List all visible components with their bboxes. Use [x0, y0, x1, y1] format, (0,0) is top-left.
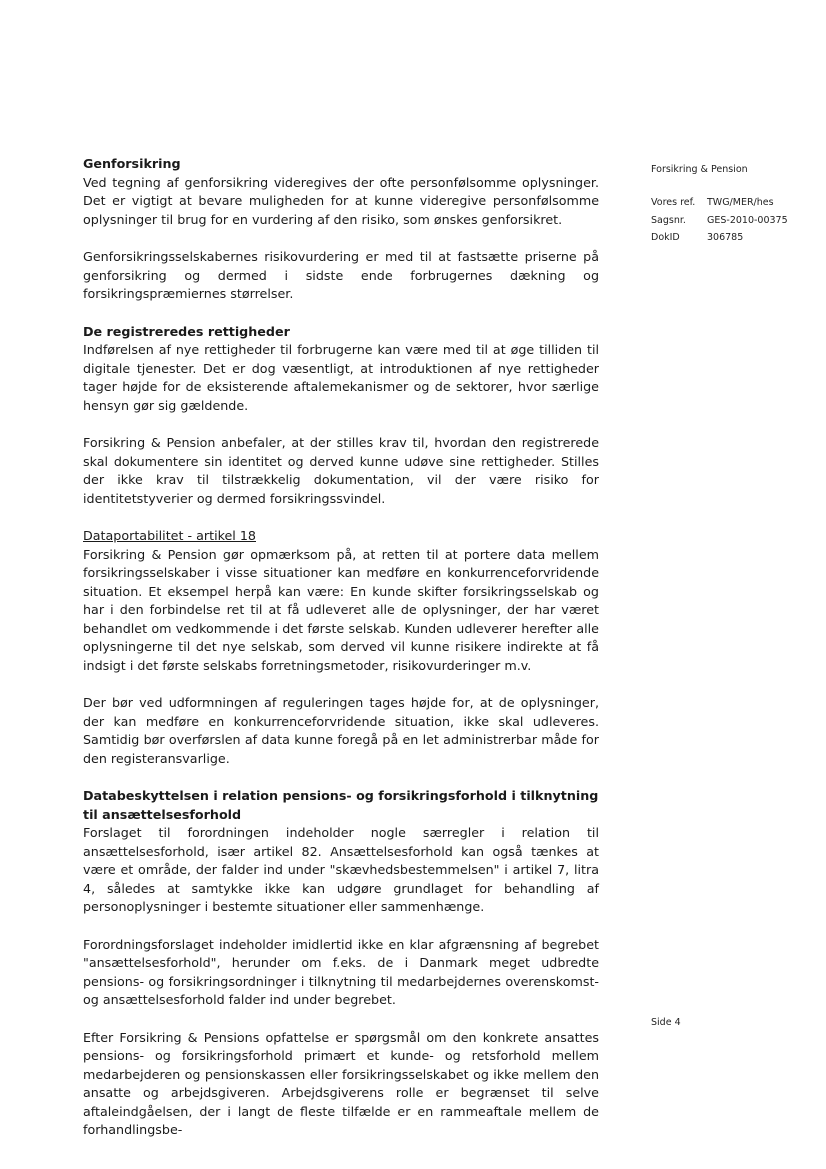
reference-sidebar [651, 162, 821, 247]
ref-value: GES-2010-00375 [707, 214, 788, 226]
paragraph: Forsikring & Pension gør opmærksom på, at retten til at portere data mellem forsikringsselskaber i visse situationer kan medføre en konkurrenceforvridende situation. Et eksempel herpå kan være: En kunde skifter forsikringsselskab og har i den forbindelse ret til at få udleveret alle de oplysninger, der har været behandlet om vedkommende i det første selskab. Kunden udleverer herefter alle oplysningerne til det nye selskab, som derved vil kunne risikere indirekte at få indsigt i det første selskabs forretningsmetoder, risikovurderinger m.v. [83, 546, 599, 673]
ref-row [651, 229, 821, 247]
document-body [83, 155, 599, 1159]
paragraph: Indførelsen af nye rettigheder til forbrugerne kan være med til at øge tilliden til digitale tjenester. Det er dog væsentligt, at introduktionen af nye rettigheder tager højde for de eksisterende aftalemekanismer og de sektorer, hvor særlige hensyn gør sig gældende. [83, 342, 599, 413]
section-heading: De registreredes rettigheder [83, 323, 290, 339]
ref-label: Vores ref. [651, 197, 696, 208]
paragraph: Forsikring & Pension anbefaler, at der stilles krav til, hvordan den registrerede skal dokumentere sin identitet og derved kunne udøve sine rettigheder. Stilles der ikke krav til tilstrækkelig dokumentation, vil der være risiko for identitetstyverier og dermed forsikringssvindel. [83, 435, 599, 506]
ref-row [651, 194, 821, 212]
section-heading: Databeskyttelsen i relation pensions- og forsikringsforhold i tilknytning til ansættelsesforhold [83, 788, 599, 822]
paragraph: Genforsikringsselskabernes risikovurdering er med til at fastsætte priserne på genforsikring og dermed i sidste ende forbrugernes dækning og forsikringspræmiernes størrelser. [83, 249, 599, 301]
section-heading: Genforsikring [83, 156, 181, 171]
ref-label: Sagsnr. [651, 214, 686, 226]
paragraph: Der bør ved udformningen af reguleringen tages højde for, at de oplysninger, der kan medføre en konkurrenceforvridende situation, ikke skal udleveres. Samtidig bør overførslen af data kunne foregå på en let administrerbar måde for den registeransvarlige. [83, 695, 599, 766]
paragraph: Ved tegning af genforsikring videregives der ofte personfølsomme oplysninger. Det er vigtigt at bevare muligheden for at kunne videregive personfølsomme oplysninger til brug for en vurdering af den risiko, som ønskes genforsikret. [83, 174, 599, 227]
page-number: Side 4 [651, 1017, 681, 1028]
ref-row [651, 212, 821, 230]
section-databeskyttelse [83, 787, 599, 1140]
paragraph: Efter Forsikring & Pensions opfattelse er spørgsmål om den konkrete ansattes pensions- og forsikringsforhold primært et kunde- og retsforhold mellem medarbejderen og pensionskassen eller forsikringsselskabet og ikke mellem den ansatte og arbejdsgiveren. Arbejdsgiverens rolle er begrænset til selve aftaleindgåelsen, der i langt de fleste tilfælde er en rammeaftale mellem de forhandlingsbe- [83, 1029, 599, 1137]
organization-name: Forsikring & Pension [651, 164, 748, 175]
section-rettigheder [83, 323, 599, 509]
paragraph: Forslaget til forordningen indeholder nogle særregler i relation til ansættelsesforhold, især artikel 82. Ansættelsesforhold kan også tænkes at være et område, der falder ind under "skævhedsbestemmelsen" i artikel 7, litra 4, således at samtykke ikke kan udgøre grundlaget for behandling af personoplysninger i bestemte situationer eller sammenhænge. [83, 825, 599, 914]
paragraph: Forordningsforslaget indeholder imidlertid ikke en klar afgrænsning af begrebet "ansættelsesforhold", herunder om f.eks. de i Danmark meget udbredte pensions- og forsikringsordninger i tilknytning til medarbejdernes overenskomst- og ansættelsesforhold falder ind under begrebet. [83, 936, 599, 1007]
ref-value: 306785 [707, 232, 744, 243]
section-dataportabilitet [83, 527, 599, 768]
section-subheading: Dataportabilitet - artikel 18 [83, 528, 256, 543]
ref-value: TWG/MER/hes [707, 197, 774, 208]
ref-label: DokID [651, 232, 680, 243]
section-genforsikring [83, 155, 599, 304]
